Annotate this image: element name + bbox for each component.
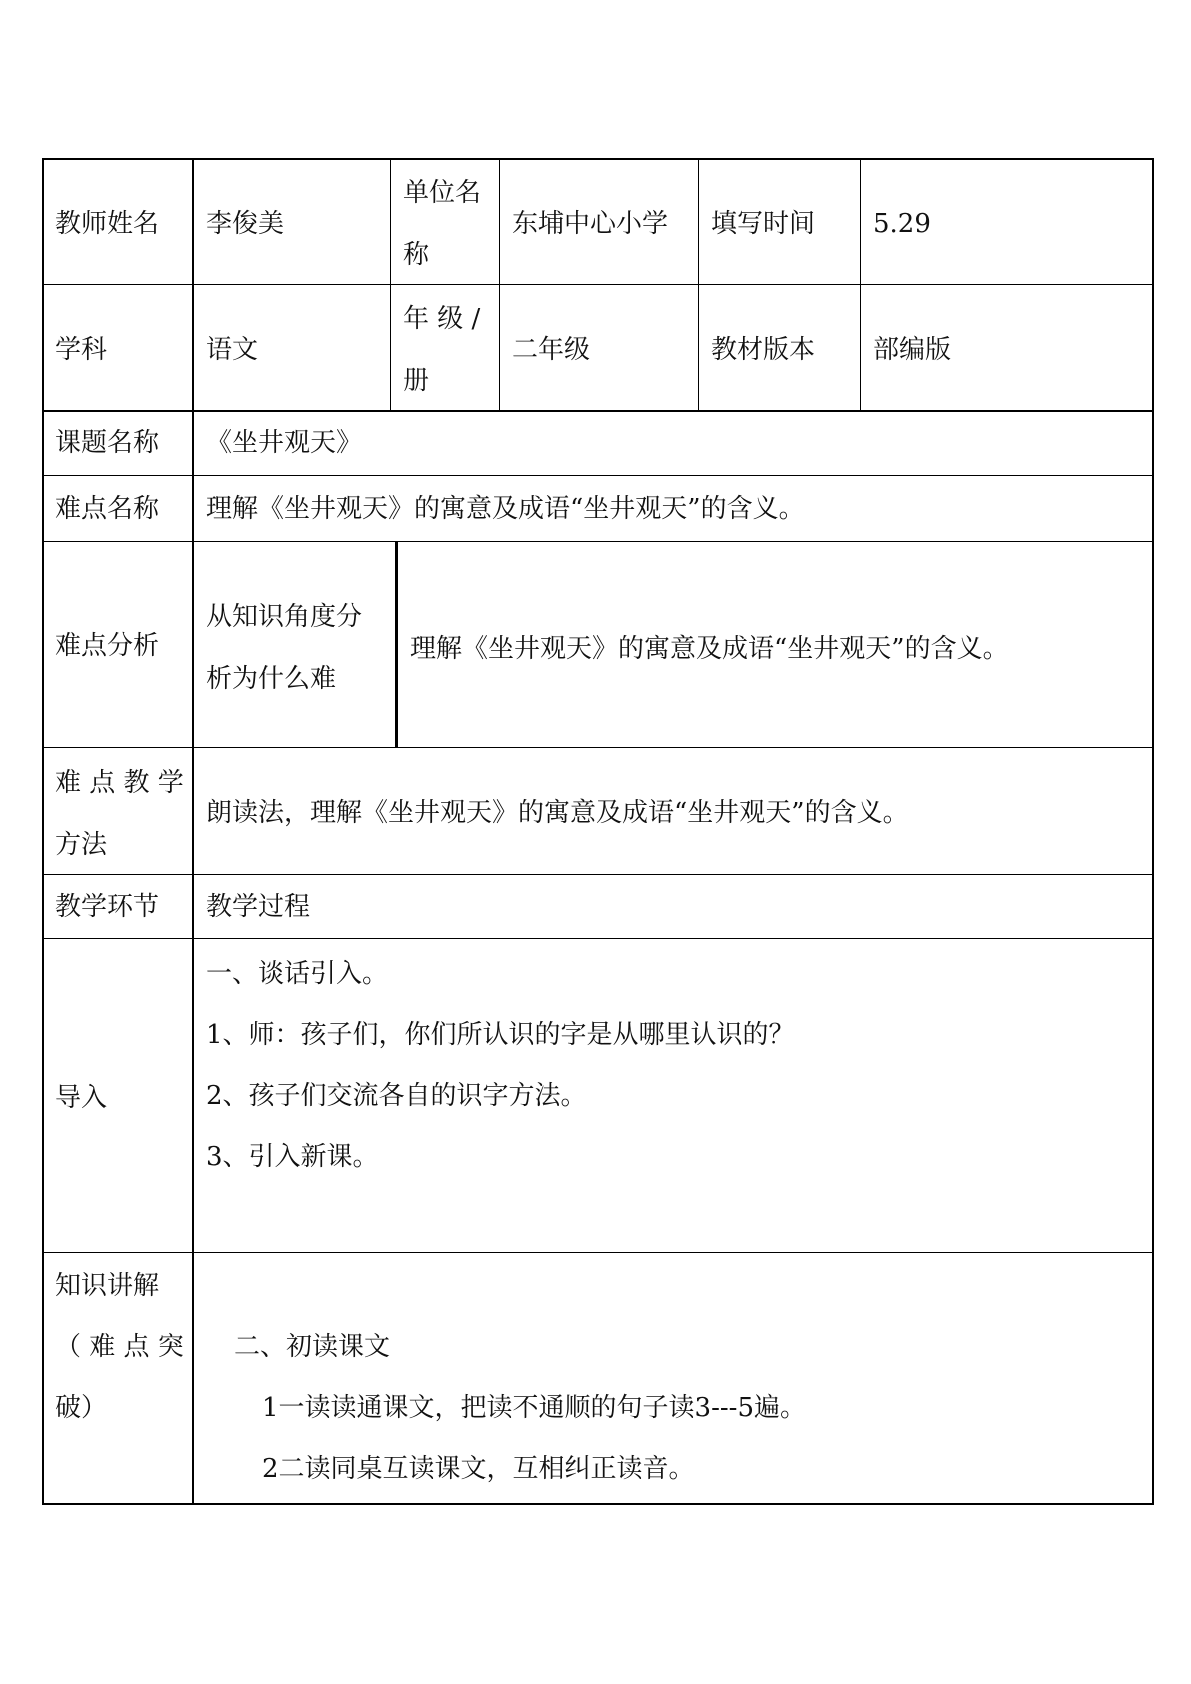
- grade-label-line2: 册: [403, 366, 430, 396]
- grade-label-line1: 年 级 /: [403, 304, 481, 334]
- topic-label: 课题名称: [55, 428, 160, 458]
- date-label: 填写时间: [711, 209, 816, 239]
- subject-label: 学科: [55, 335, 108, 365]
- knowledge-label-line3: 破）: [55, 1393, 108, 1423]
- grade-value: 二年级: [512, 335, 591, 365]
- row-divider: [42, 284, 1154, 285]
- row-divider: [42, 1252, 1154, 1253]
- intro-line: 一、谈话引入。: [206, 959, 389, 989]
- edition-label: 教材版本: [711, 335, 816, 365]
- unit-label-line2: 称: [403, 240, 430, 270]
- column-divider: [390, 158, 391, 411]
- method-label-line2: 方法: [55, 830, 108, 860]
- intro-line: 3、引入新课。: [206, 1142, 379, 1172]
- teacher-name: 李俊美: [206, 209, 285, 239]
- intro-line: 1、师：孩子们，你们所认识的字是从哪里认识的？: [206, 1020, 795, 1050]
- column-divider: [698, 158, 699, 411]
- subject-value: 语文: [206, 335, 259, 365]
- method-value: 朗读法，理解《坐井观天》的寓意及成语“坐井观天”的含义。: [206, 798, 909, 828]
- edition-value: 部编版: [873, 335, 952, 365]
- process-section-label: 教学环节: [55, 892, 160, 922]
- difficulty-value: 理解《坐井观天》的寓意及成语“坐井观天”的含义。: [206, 494, 805, 524]
- intro-label: 导入: [55, 1083, 108, 1113]
- difficulty-label: 难点名称: [55, 494, 160, 524]
- column-divider: [499, 158, 500, 411]
- school-name: 东埔中心小学: [512, 209, 669, 239]
- intro-line: 2、孩子们交流各自的识字方法。: [206, 1081, 587, 1111]
- row-divider: [42, 475, 1154, 476]
- row-divider: [42, 874, 1154, 875]
- column-divider: [395, 541, 398, 748]
- row-divider: [42, 410, 1154, 412]
- unit-label-line1: 单位名: [403, 178, 482, 208]
- row-divider: [42, 747, 1154, 748]
- process-header: 教学过程: [206, 892, 311, 922]
- date-value: 5.29: [873, 209, 931, 239]
- row-divider: [42, 938, 1154, 939]
- topic-value: 《坐井观天》: [206, 428, 363, 458]
- analysis-sublabel-line2: 析为什么难: [206, 664, 337, 694]
- analysis-sublabel-line1: 从知识角度分: [206, 602, 363, 632]
- analysis-value: 理解《坐井观天》的寓意及成语“坐井观天”的含义。: [410, 634, 1009, 664]
- analysis-label: 难点分析: [55, 631, 160, 661]
- knowledge-label-line1: 知识讲解: [55, 1271, 160, 1301]
- teacher-label: 教师姓名: [55, 209, 160, 239]
- knowledge-line: 2二读同桌互读课文，互相纠正读音。: [262, 1454, 695, 1484]
- column-divider: [192, 158, 194, 1505]
- method-label-line1: 难 点 教 学: [55, 768, 184, 798]
- knowledge-label-line2: （ 难 点 突: [55, 1332, 184, 1362]
- knowledge-line: 二、初读课文: [234, 1332, 391, 1362]
- row-divider: [42, 541, 1154, 542]
- column-divider: [860, 158, 861, 411]
- knowledge-line: 1一读读通课文，把读不通顺的句子读3---5遍。: [262, 1393, 806, 1423]
